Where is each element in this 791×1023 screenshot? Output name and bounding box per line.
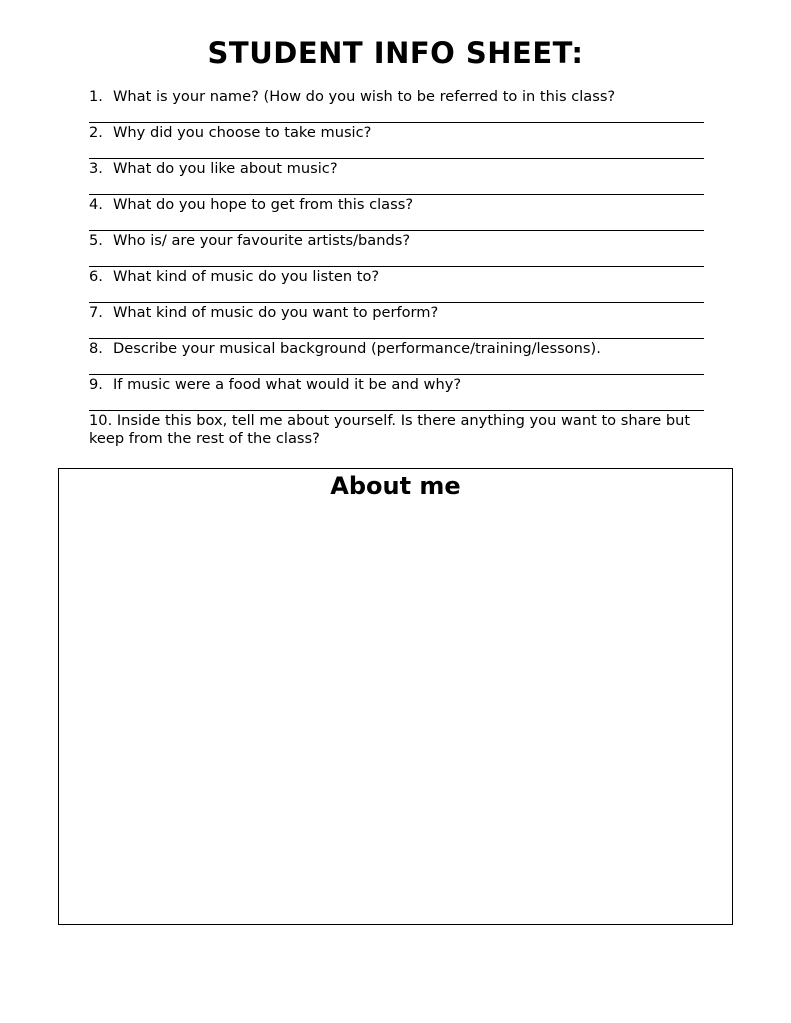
question-5 <box>89 232 719 250</box>
question-text: What do you hope to get from this class? <box>113 196 414 213</box>
answer-line-4[interactable] <box>89 214 719 232</box>
question-number: 3. <box>89 160 103 177</box>
question-number: 4. <box>89 196 103 213</box>
question-9 <box>89 376 719 394</box>
question-number: 2. <box>89 124 103 141</box>
question-number: 7. <box>89 304 103 321</box>
question-text: Who is/ are your favourite artists/bands? <box>113 232 411 249</box>
question-3 <box>89 160 719 178</box>
question-number: 6. <box>89 268 103 285</box>
question-4 <box>89 196 719 214</box>
about-me-title: About me <box>330 472 461 500</box>
answer-line-7[interactable] <box>89 322 719 340</box>
answer-line-3[interactable] <box>89 178 719 196</box>
answer-line-9[interactable] <box>89 394 719 412</box>
question-text: Describe your musical background (performance/training/lessons). <box>113 340 601 357</box>
question-text: What is your name? (How do you wish to be referred to in this class? <box>113 88 616 105</box>
question-1 <box>89 88 719 106</box>
answer-line-1[interactable] <box>89 106 719 124</box>
question-6 <box>89 268 719 286</box>
question-text: Why did you choose to take music? <box>113 124 372 141</box>
answer-line-5[interactable] <box>89 250 719 268</box>
question-number: 9. <box>89 376 103 393</box>
question-number: 1. <box>89 88 103 105</box>
question-number: 8. <box>89 340 103 357</box>
answer-line-6[interactable] <box>89 286 719 304</box>
question-text: What kind of music do you want to perform? <box>113 304 439 321</box>
question-text: If music were a food what would it be and why? <box>113 376 462 393</box>
question-list <box>89 88 719 448</box>
question-8 <box>89 340 719 358</box>
question-2 <box>89 124 719 142</box>
answer-line-8[interactable] <box>89 358 719 376</box>
question-text: What do you like about music? <box>113 160 338 177</box>
about-me-box[interactable] <box>58 468 733 925</box>
answer-line-2[interactable] <box>89 142 719 160</box>
page-title: STUDENT INFO SHEET: <box>207 36 584 70</box>
question-10: 10. Inside this box, tell me about yourself. Is there anything you want to share but keep from the rest of the class? <box>89 412 691 447</box>
question-text: What kind of music do you listen to? <box>113 268 380 285</box>
question-number: 5. <box>89 232 103 249</box>
question-7 <box>89 304 719 322</box>
